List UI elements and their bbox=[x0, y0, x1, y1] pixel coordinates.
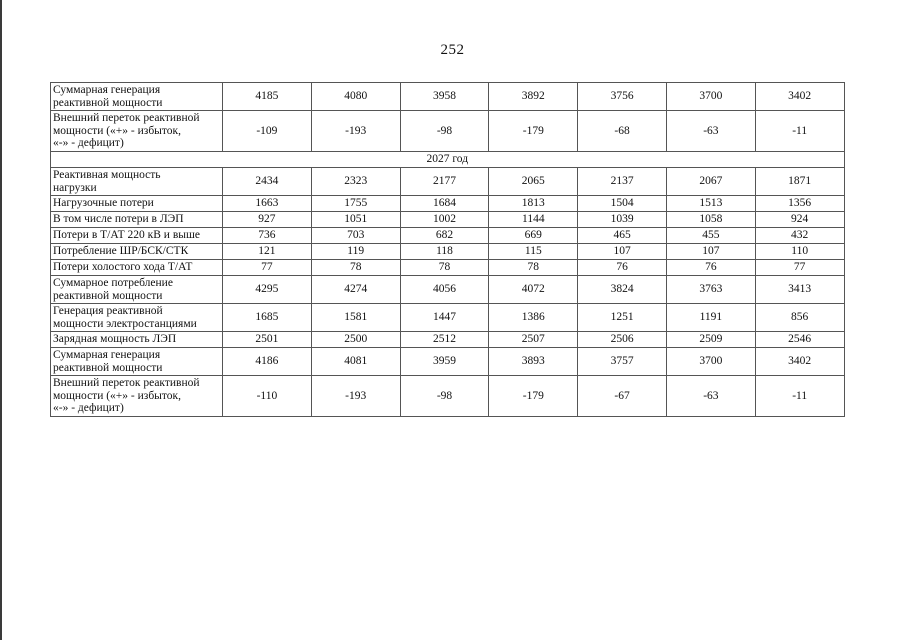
value-cell: 1513 bbox=[666, 196, 755, 212]
table-row bbox=[51, 348, 845, 376]
value-cell: 2434 bbox=[223, 168, 312, 196]
value-cell: -193 bbox=[311, 111, 400, 152]
row-label-cell bbox=[51, 212, 223, 228]
value-cell: -98 bbox=[400, 111, 489, 152]
table-row bbox=[51, 304, 845, 332]
value-cell: 1251 bbox=[578, 304, 667, 332]
row-label-cell bbox=[51, 332, 223, 348]
row-label-cell bbox=[51, 348, 223, 376]
table-row bbox=[51, 83, 845, 111]
table-row bbox=[51, 260, 845, 276]
value-cell: 4295 bbox=[223, 276, 312, 304]
value-cell: 78 bbox=[400, 260, 489, 276]
reactive-power-table bbox=[50, 82, 845, 417]
value-cell: -67 bbox=[578, 376, 667, 417]
page-number: 252 bbox=[440, 42, 465, 58]
table-row bbox=[51, 276, 845, 304]
row-label-line: Генерация реактивной bbox=[53, 305, 163, 317]
value-cell: 115 bbox=[489, 244, 578, 260]
row-label-cell bbox=[51, 276, 223, 304]
row-label-cell bbox=[51, 83, 223, 111]
row-label-line: Потребление ШР/БСК/СТК bbox=[53, 245, 189, 258]
value-cell: 76 bbox=[666, 260, 755, 276]
value-cell: 2137 bbox=[578, 168, 667, 196]
value-cell: 1447 bbox=[400, 304, 489, 332]
value-cell: 2512 bbox=[400, 332, 489, 348]
value-cell: 77 bbox=[223, 260, 312, 276]
value-cell: 1581 bbox=[311, 304, 400, 332]
value-cell: 465 bbox=[578, 228, 667, 244]
value-cell: 703 bbox=[311, 228, 400, 244]
row-label-line: Внешний переток реактивной bbox=[53, 112, 200, 125]
value-cell: 2507 bbox=[489, 332, 578, 348]
row-label-cell bbox=[51, 168, 223, 196]
row-label-line: нагрузки bbox=[53, 181, 97, 194]
table-row bbox=[51, 111, 845, 152]
value-cell: 1755 bbox=[311, 196, 400, 212]
row-label-cell bbox=[51, 196, 223, 212]
value-cell: 4080 bbox=[311, 83, 400, 111]
value-cell: -11 bbox=[755, 111, 844, 152]
row-label-line: Внешний переток реактивной bbox=[53, 377, 200, 390]
value-cell: 76 bbox=[578, 260, 667, 276]
value-cell: 432 bbox=[755, 228, 844, 244]
value-cell: 3700 bbox=[666, 348, 755, 376]
value-cell: 3959 bbox=[400, 348, 489, 376]
value-cell: 107 bbox=[578, 244, 667, 260]
value-cell: 4072 bbox=[489, 276, 578, 304]
row-label-line: Суммарная генерация bbox=[53, 349, 161, 361]
table-section-year-header bbox=[51, 152, 845, 168]
value-cell: 121 bbox=[223, 244, 312, 260]
row-label-cell bbox=[51, 376, 223, 417]
year-header-cell: 2027 год bbox=[51, 152, 845, 168]
value-cell: 78 bbox=[311, 260, 400, 276]
row-label-cell bbox=[51, 111, 223, 152]
value-cell: 4186 bbox=[223, 348, 312, 376]
value-cell: -63 bbox=[666, 376, 755, 417]
row-label-line: В том числе потери в ЛЭП bbox=[53, 213, 184, 226]
row-label-cell bbox=[51, 260, 223, 276]
value-cell: 4081 bbox=[311, 348, 400, 376]
row-label-line: реактивной мощности bbox=[53, 361, 163, 374]
value-cell: 2500 bbox=[311, 332, 400, 348]
table-row bbox=[51, 168, 845, 196]
value-cell: 1813 bbox=[489, 196, 578, 212]
value-cell: 3700 bbox=[666, 83, 755, 111]
row-label-line: мощности электростанциями bbox=[53, 317, 197, 330]
value-cell: 455 bbox=[666, 228, 755, 244]
value-cell: -179 bbox=[489, 376, 578, 417]
value-cell: 669 bbox=[489, 228, 578, 244]
row-label-line: Суммарное потребление bbox=[53, 277, 173, 289]
value-cell: 3402 bbox=[755, 83, 844, 111]
value-cell: -63 bbox=[666, 111, 755, 152]
value-cell: 1356 bbox=[755, 196, 844, 212]
value-cell: 1039 bbox=[578, 212, 667, 228]
row-label-line: Зарядная мощность ЛЭП bbox=[53, 333, 177, 346]
row-label-line: Суммарная генерация bbox=[53, 84, 161, 96]
value-cell: 107 bbox=[666, 244, 755, 260]
value-cell: 77 bbox=[755, 260, 844, 276]
value-cell: 3824 bbox=[578, 276, 667, 304]
row-label-line: мощности («+» - избыток, bbox=[53, 389, 181, 402]
table-row bbox=[51, 376, 845, 417]
value-cell: -193 bbox=[311, 376, 400, 417]
value-cell: 736 bbox=[223, 228, 312, 244]
value-cell: -11 bbox=[755, 376, 844, 417]
row-label-line: Нагрузочные потери bbox=[53, 197, 154, 210]
value-cell: 2546 bbox=[755, 332, 844, 348]
row-label-line: Реактивная мощность bbox=[53, 169, 161, 181]
value-cell: 4185 bbox=[223, 83, 312, 111]
value-cell: 856 bbox=[755, 304, 844, 332]
value-cell: 4056 bbox=[400, 276, 489, 304]
value-cell: 1663 bbox=[223, 196, 312, 212]
table-row bbox=[51, 332, 845, 348]
table-row bbox=[51, 196, 845, 212]
row-label-cell bbox=[51, 228, 223, 244]
row-label-line: Потери холостого хода Т/АТ bbox=[53, 261, 193, 274]
value-cell: 3763 bbox=[666, 276, 755, 304]
value-cell: 1684 bbox=[400, 196, 489, 212]
value-cell: 3413 bbox=[755, 276, 844, 304]
row-label-line: реактивной мощности bbox=[53, 96, 163, 109]
value-cell: 4274 bbox=[311, 276, 400, 304]
value-cell: -110 bbox=[223, 376, 312, 417]
value-cell: 3756 bbox=[578, 83, 667, 111]
table-section-top bbox=[51, 83, 845, 152]
value-cell: 2509 bbox=[666, 332, 755, 348]
value-cell: 110 bbox=[755, 244, 844, 260]
value-cell: 119 bbox=[311, 244, 400, 260]
value-cell: 927 bbox=[223, 212, 312, 228]
value-cell: 3892 bbox=[489, 83, 578, 111]
page-left-edge bbox=[0, 0, 2, 640]
value-cell: 3402 bbox=[755, 348, 844, 376]
value-cell: 118 bbox=[400, 244, 489, 260]
value-cell: 3958 bbox=[400, 83, 489, 111]
row-label-cell bbox=[51, 304, 223, 332]
row-label-cell bbox=[51, 244, 223, 260]
value-cell: 1871 bbox=[755, 168, 844, 196]
table-row bbox=[51, 228, 845, 244]
value-cell: 1051 bbox=[311, 212, 400, 228]
value-cell: 1144 bbox=[489, 212, 578, 228]
value-cell: 2067 bbox=[666, 168, 755, 196]
value-cell: -179 bbox=[489, 111, 578, 152]
value-cell: -98 bbox=[400, 376, 489, 417]
value-cell: 1058 bbox=[666, 212, 755, 228]
table-row bbox=[51, 212, 845, 228]
table-row bbox=[51, 244, 845, 260]
value-cell: 1002 bbox=[400, 212, 489, 228]
value-cell: 1685 bbox=[223, 304, 312, 332]
value-cell: -109 bbox=[223, 111, 312, 152]
row-label-line: Потери в Т/АТ 220 кВ и выше bbox=[53, 229, 200, 242]
value-cell: -68 bbox=[578, 111, 667, 152]
row-label-line: «-» - дефицит) bbox=[53, 137, 124, 150]
value-cell: 1386 bbox=[489, 304, 578, 332]
row-label-line: реактивной мощности bbox=[53, 289, 163, 302]
table-section-2027 bbox=[51, 168, 845, 417]
value-cell: 2177 bbox=[400, 168, 489, 196]
row-label-line: мощности («+» - избыток, bbox=[53, 124, 181, 137]
row-label-line: «-» - дефицит) bbox=[53, 402, 124, 415]
value-cell: 2065 bbox=[489, 168, 578, 196]
value-cell: 1191 bbox=[666, 304, 755, 332]
value-cell: 924 bbox=[755, 212, 844, 228]
value-cell: 2501 bbox=[223, 332, 312, 348]
value-cell: 682 bbox=[400, 228, 489, 244]
value-cell: 3893 bbox=[489, 348, 578, 376]
value-cell: 2506 bbox=[578, 332, 667, 348]
value-cell: 1504 bbox=[578, 196, 667, 212]
value-cell: 78 bbox=[489, 260, 578, 276]
value-cell: 3757 bbox=[578, 348, 667, 376]
value-cell: 2323 bbox=[311, 168, 400, 196]
year-header-row bbox=[51, 152, 845, 168]
